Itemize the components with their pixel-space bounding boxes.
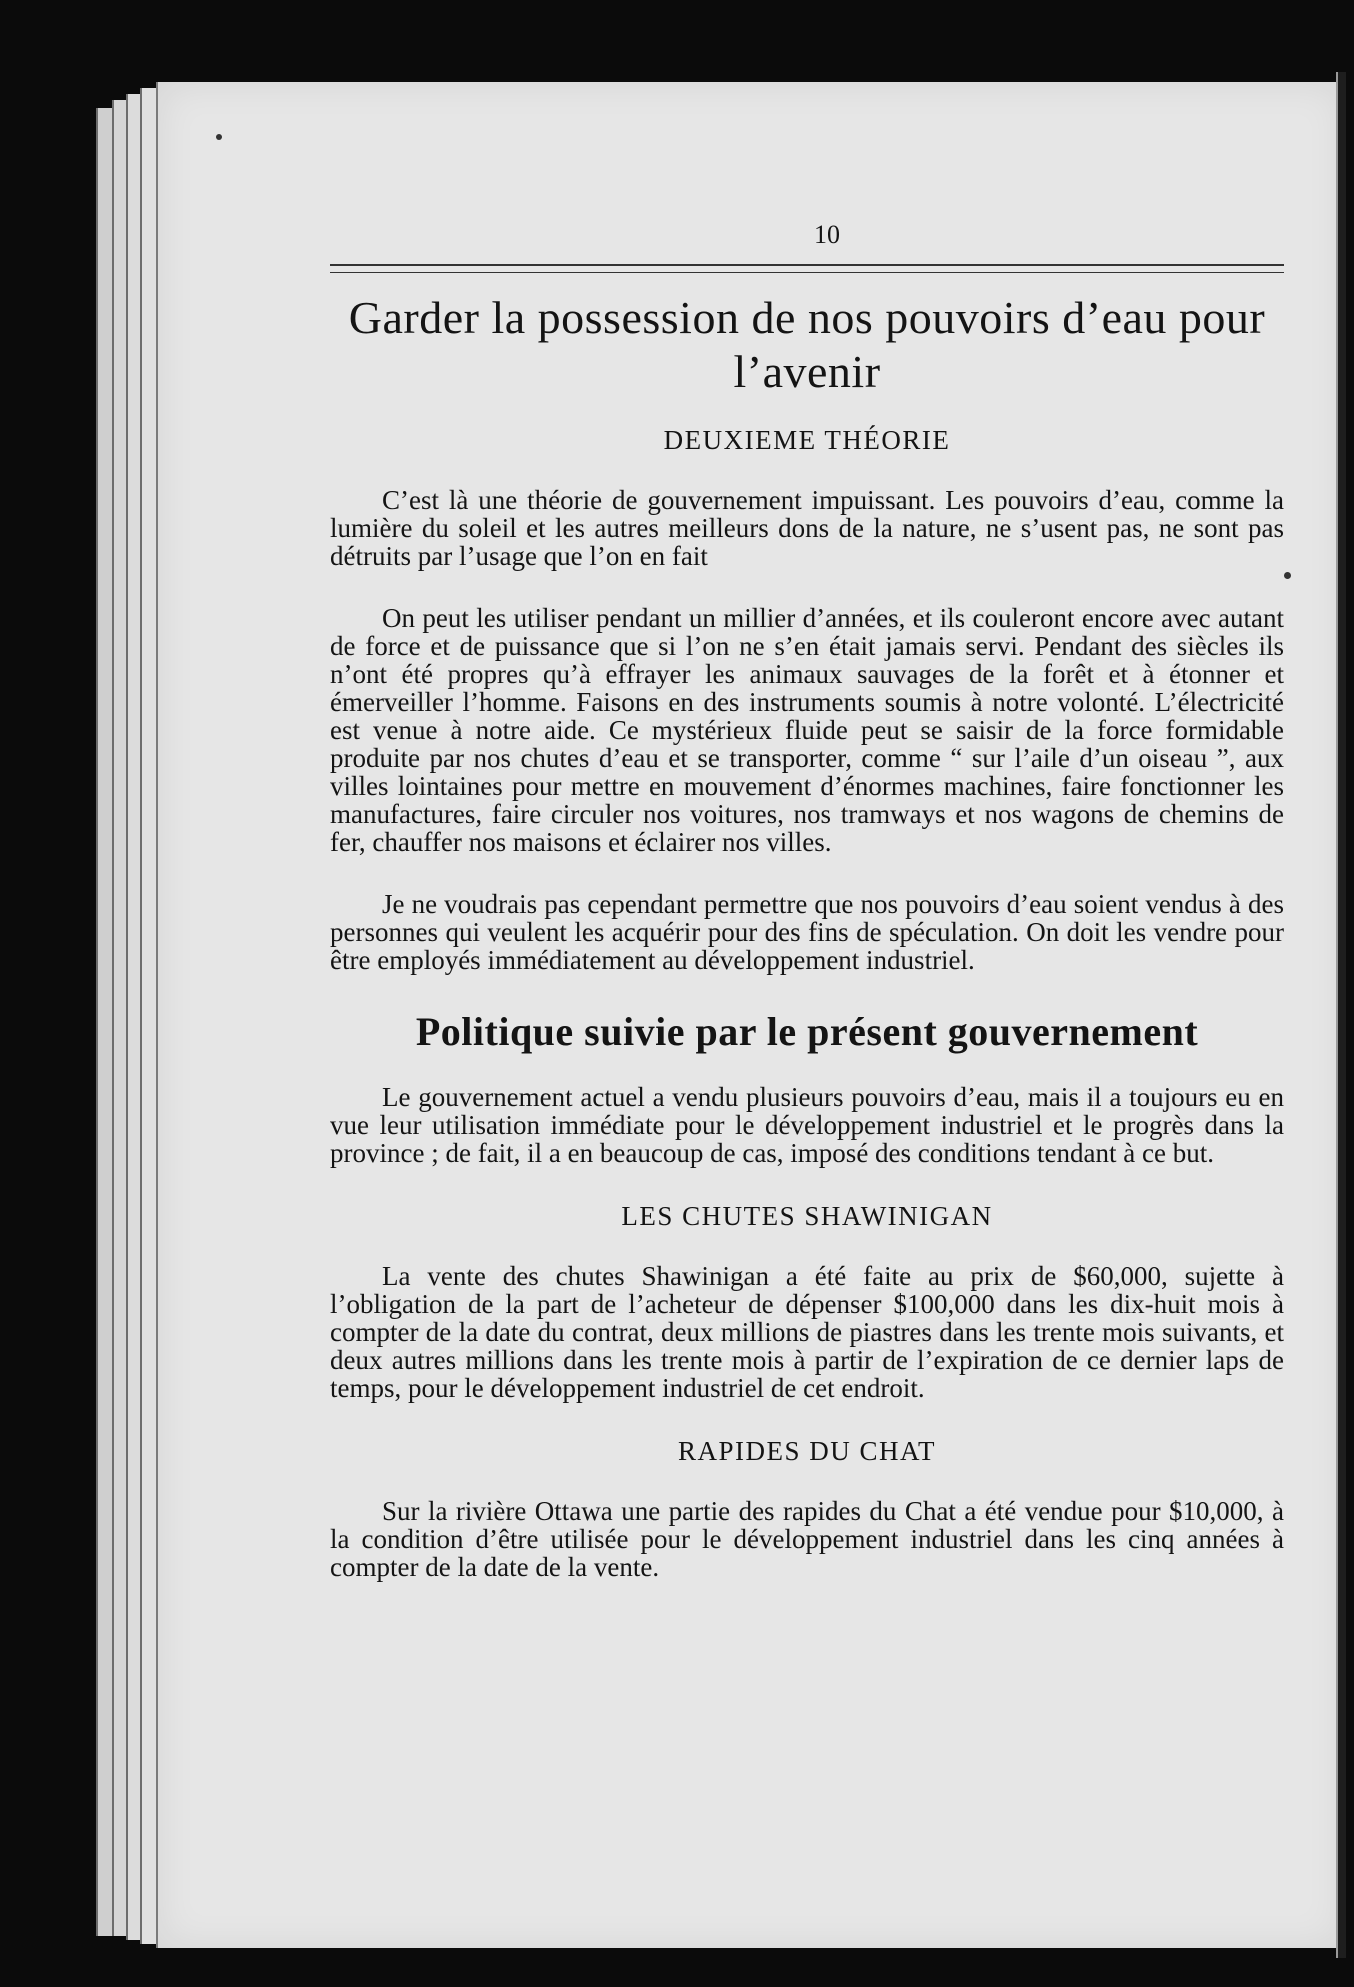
page-content bbox=[330, 220, 1284, 1615]
paragraph: La vente des chutes Shawinigan a été faite au prix de $60,000, sujette à l’obligation de la part de l’acheteur de dépenser $100,000 dans les dix-huit mois à compter de la date du contrat, deux millions de piastres dans les trente mois suivants, et deux autres millions dans les trente mois à partir de l’expiration de ce dernier laps de temps, pour le développement industriel de cet endroit. bbox=[330, 1261, 1284, 1403]
paragraph: On peut les utiliser pendant un millier d’années, et ils couleront encore avec autant de force et de puissance que si l’on ne s’en était jamais servi. Pendant des siècles ils n’ont été propres qu’à effrayer les animaux sauvages de la forêt et à étonner et émerveiller l’homme. Faisons en des instruments soumis à notre volonté. L’électricité est venue à notre aide. Ce mystérieux fluide peut se saisir de la force formidable produite par nos chutes d’eau et se transporter, comme “ sur l’aile d’un oiseau ”, aux villes lointaines pour mettre en mouvement d’énormes machines, faire fonctionner les manufactures, faire circuler nos voitures, nos tramways et nos wagons de chemins de fer, chauffer nos maisons et éclairer nos villes. bbox=[330, 603, 1284, 857]
paragraph: Sur la rivière Ottawa une partie des rapides du Chat a été vendue pour $10,000, à la condition d’être utilisée pour le développement industriel dans les cinq années à compter de la date de la vente. bbox=[330, 1496, 1284, 1582]
dust-speck bbox=[216, 134, 222, 140]
page-right-edge bbox=[1336, 72, 1346, 1958]
subheading-deuxieme-theorie: DEUXIEME THÉORIE bbox=[663, 425, 951, 455]
dust-speck bbox=[1284, 572, 1291, 579]
page-number: 10 bbox=[814, 220, 840, 249]
subheading-rapides-du-chat: RAPIDES DU CHAT bbox=[677, 1436, 937, 1466]
page-title: Garder la possession de nos pouvoirs d’eau pour l’avenir bbox=[348, 292, 1266, 397]
section-title: Politique suivie par le présent gouvernement bbox=[415, 1009, 1199, 1054]
subheading-shawinigan: LES CHUTES SHAWINIGAN bbox=[621, 1201, 993, 1231]
paragraph: C’est là une théorie de gouvernement impuissant. Les pouvoirs d’eau, comme la lumière du soleil et les autres meilleurs dons de la nature, ne s’usent pas, ne sont pas détruits par l’usage que l’on en fait bbox=[330, 485, 1284, 571]
header-rule bbox=[330, 264, 1284, 273]
paragraph: Je ne voudrais pas cependant permettre que nos pouvoirs d’eau soient vendus à des personnes qui veulent les acquérir pour des fins de spéculation. On doit les vendre pour être employés immédiatement au développement industriel. bbox=[330, 889, 1284, 975]
paragraph: Le gouvernement actuel a vendu plusieurs pouvoirs d’eau, mais il a toujours eu en vue leur utilisation immédiate pour le développement industriel et le progrès dans la province ; de fait, il a en beaucoup de cas, imposé des conditions tendant à ce but. bbox=[330, 1082, 1284, 1168]
